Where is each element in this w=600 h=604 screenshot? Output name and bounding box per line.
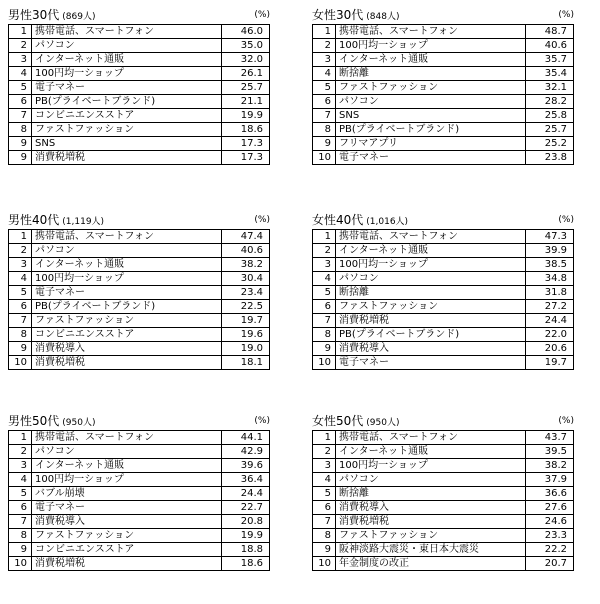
rank-cell: 5 (9, 81, 32, 95)
panel-header (8, 211, 270, 229)
percent-cell: 20.6 (526, 342, 574, 356)
rank-cell: 2 (313, 244, 336, 258)
table-row (313, 137, 574, 151)
panel-female-30s (312, 6, 574, 165)
item-cell: ファストファッション (336, 300, 526, 314)
table-row (9, 328, 270, 342)
rank-cell: 9 (313, 543, 336, 557)
item-cell: ファストファッション (32, 123, 222, 137)
item-cell: インターネット通販 (32, 258, 222, 272)
percent-cell: 24.6 (526, 515, 574, 529)
percent-cell: 26.1 (222, 67, 270, 81)
item-cell: PB(プライベートブランド) (32, 300, 222, 314)
item-cell: 100円均一ショップ (336, 39, 526, 53)
rank-cell: 1 (9, 431, 32, 445)
table-row (9, 258, 270, 272)
item-cell: 断捨離 (336, 67, 526, 81)
table-row (313, 314, 574, 328)
rank-cell: 7 (313, 109, 336, 123)
table-row (313, 67, 574, 81)
table-row (313, 557, 574, 571)
panel-title-text: 女性50代 (312, 414, 364, 428)
rank-cell: 8 (9, 328, 32, 342)
percent-cell: 30.4 (222, 272, 270, 286)
rank-cell: 5 (313, 81, 336, 95)
percent-cell: 19.9 (222, 529, 270, 543)
item-cell: 携帯電話、スマートフォン (32, 25, 222, 39)
panel-female-40s (312, 211, 574, 370)
item-cell: PB(プライベートブランド) (336, 328, 526, 342)
rank-cell: 8 (313, 529, 336, 543)
percent-cell: 34.8 (526, 272, 574, 286)
rank-cell: 8 (9, 529, 32, 543)
percent-cell: 39.9 (526, 244, 574, 258)
item-cell: SNS (32, 137, 222, 151)
panel-respondent-count: (848人) (366, 12, 400, 22)
item-cell: ファストファッション (336, 81, 526, 95)
item-cell: 断捨離 (336, 286, 526, 300)
item-cell: PB(プライベートブランド) (32, 95, 222, 109)
table-row (9, 151, 270, 165)
rank-cell: 3 (9, 53, 32, 67)
panel-title-text: 女性30代 (312, 8, 364, 22)
panel-unit: (%) (254, 416, 270, 426)
rank-cell: 7 (9, 515, 32, 529)
table-row (9, 501, 270, 515)
item-cell: 消費税導入 (32, 342, 222, 356)
table-row (313, 286, 574, 300)
ranking-table (8, 430, 270, 571)
table-row (313, 25, 574, 39)
panel-title (312, 213, 408, 229)
item-cell: コンビニエンスストア (32, 328, 222, 342)
percent-cell: 19.0 (222, 342, 270, 356)
percent-cell: 18.6 (222, 123, 270, 137)
rank-cell: 6 (313, 501, 336, 515)
item-cell: 消費税増税 (336, 515, 526, 529)
table-row (9, 95, 270, 109)
item-cell: ファストファッション (336, 529, 526, 543)
percent-cell: 48.7 (526, 25, 574, 39)
rank-cell: 3 (9, 258, 32, 272)
rank-cell: 9 (9, 342, 32, 356)
panel-title-text: 男性50代 (8, 414, 60, 428)
table-row (313, 123, 574, 137)
panel-male-50s (8, 412, 270, 571)
table-row (9, 487, 270, 501)
table-row (313, 501, 574, 515)
table-row (313, 487, 574, 501)
panel-male-30s (8, 6, 270, 165)
table-row (9, 286, 270, 300)
table-row (9, 109, 270, 123)
percent-cell: 39.5 (526, 445, 574, 459)
table-row (313, 342, 574, 356)
percent-cell: 40.6 (526, 39, 574, 53)
panel-respondent-count: (1,119人) (62, 217, 105, 227)
item-cell: 消費税導入 (336, 342, 526, 356)
panel-header (312, 412, 574, 430)
percent-cell: 36.6 (526, 487, 574, 501)
percent-cell: 37.9 (526, 473, 574, 487)
rank-cell: 10 (313, 557, 336, 571)
rank-cell: 8 (313, 328, 336, 342)
table-row (313, 39, 574, 53)
panel-unit: (%) (558, 215, 574, 225)
item-cell: パソコン (32, 39, 222, 53)
rank-cell: 2 (313, 39, 336, 53)
rank-cell: 4 (313, 272, 336, 286)
rank-cell: 6 (9, 501, 32, 515)
percent-cell: 40.6 (222, 244, 270, 258)
rank-cell: 9 (313, 342, 336, 356)
percent-cell: 23.8 (526, 151, 574, 165)
rank-cell: 7 (313, 515, 336, 529)
table-row (313, 244, 574, 258)
rank-cell: 4 (9, 67, 32, 81)
item-cell: ファストファッション (32, 529, 222, 543)
item-cell: 電子マネー (32, 501, 222, 515)
panel-unit: (%) (558, 10, 574, 20)
percent-cell: 25.7 (222, 81, 270, 95)
table-row (313, 300, 574, 314)
rank-cell: 10 (9, 557, 32, 571)
table-row (9, 123, 270, 137)
percent-cell: 23.3 (526, 529, 574, 543)
panel-title (312, 414, 399, 430)
table-row (313, 151, 574, 165)
item-cell: インターネット通販 (336, 445, 526, 459)
table-row (313, 515, 574, 529)
item-cell: ファストファッション (32, 314, 222, 328)
rank-cell: 5 (9, 487, 32, 501)
table-row (9, 230, 270, 244)
table-row (313, 230, 574, 244)
panel-unit: (%) (558, 416, 574, 426)
rank-cell: 6 (9, 300, 32, 314)
ranking-table (8, 229, 270, 370)
item-cell: インターネット通販 (32, 459, 222, 473)
percent-cell: 25.2 (526, 137, 574, 151)
percent-cell: 28.2 (526, 95, 574, 109)
percent-cell: 39.6 (222, 459, 270, 473)
rank-cell: 2 (9, 39, 32, 53)
item-cell: 消費税増税 (32, 356, 222, 370)
item-cell: 100円均一ショップ (32, 272, 222, 286)
item-cell: バブル崩壊 (32, 487, 222, 501)
table-row (313, 81, 574, 95)
rank-cell: 6 (313, 300, 336, 314)
rank-cell: 6 (313, 95, 336, 109)
percent-cell: 21.1 (222, 95, 270, 109)
item-cell: 携帯電話、スマートフォン (336, 431, 526, 445)
percent-cell: 35.7 (526, 53, 574, 67)
rank-cell: 5 (313, 286, 336, 300)
rank-cell: 9 (9, 543, 32, 557)
rank-cell: 8 (9, 123, 32, 137)
rank-cell: 9 (9, 137, 32, 151)
panel-title (8, 213, 104, 229)
item-cell: コンビニエンスストア (32, 543, 222, 557)
item-cell: 消費税増税 (32, 151, 222, 165)
rank-cell: 6 (9, 95, 32, 109)
panel-respondent-count: (950人) (366, 418, 400, 428)
panel-respondent-count: (1,016人) (366, 217, 409, 227)
percent-cell: 44.1 (222, 431, 270, 445)
percent-cell: 22.0 (526, 328, 574, 342)
panel-header (8, 6, 270, 24)
percent-cell: 19.6 (222, 328, 270, 342)
panel-title (8, 414, 95, 430)
item-cell: 携帯電話、スマートフォン (336, 25, 526, 39)
table-row (9, 39, 270, 53)
rank-cell: 1 (9, 25, 32, 39)
table-row (313, 473, 574, 487)
table-row (9, 314, 270, 328)
table-row (313, 53, 574, 67)
panel-respondent-count: (869人) (62, 12, 96, 22)
rank-cell: 9 (313, 137, 336, 151)
rank-cell: 2 (313, 445, 336, 459)
item-cell: パソコン (32, 244, 222, 258)
table-row (9, 137, 270, 151)
item-cell: 携帯電話、スマートフォン (32, 431, 222, 445)
rank-cell: 2 (9, 445, 32, 459)
percent-cell: 22.7 (222, 501, 270, 515)
panel-unit: (%) (254, 10, 270, 20)
item-cell: コンビニエンスストア (32, 109, 222, 123)
panel-unit: (%) (254, 215, 270, 225)
item-cell: 消費税導入 (336, 501, 526, 515)
item-cell: 年金制度の改正 (336, 557, 526, 571)
rank-cell: 9 (9, 151, 32, 165)
percent-cell: 38.2 (526, 459, 574, 473)
table-row (313, 529, 574, 543)
percent-cell: 25.7 (526, 123, 574, 137)
rank-cell: 3 (9, 459, 32, 473)
table-row (313, 328, 574, 342)
percent-cell: 36.4 (222, 473, 270, 487)
table-row (9, 356, 270, 370)
item-cell: PB(プライベートブランド) (336, 123, 526, 137)
item-cell: 消費税増税 (32, 557, 222, 571)
percent-cell: 32.0 (222, 53, 270, 67)
percent-cell: 17.3 (222, 137, 270, 151)
rank-cell: 5 (313, 487, 336, 501)
item-cell: インターネット通販 (336, 53, 526, 67)
percent-cell: 27.6 (526, 501, 574, 515)
table-row (9, 53, 270, 67)
percent-cell: 31.8 (526, 286, 574, 300)
item-cell: 携帯電話、スマートフォン (336, 230, 526, 244)
percent-cell: 19.7 (526, 356, 574, 370)
percent-cell: 24.4 (526, 314, 574, 328)
percent-cell: 17.3 (222, 151, 270, 165)
item-cell: パソコン (336, 272, 526, 286)
percent-cell: 19.9 (222, 109, 270, 123)
panel-respondent-count: (950人) (62, 418, 96, 428)
percent-cell: 32.1 (526, 81, 574, 95)
table-row (313, 445, 574, 459)
item-cell: SNS (336, 109, 526, 123)
rank-cell: 7 (9, 314, 32, 328)
item-cell: 消費税増税 (336, 314, 526, 328)
table-row (9, 342, 270, 356)
percent-cell: 47.3 (526, 230, 574, 244)
rank-cell: 10 (313, 151, 336, 165)
rank-cell: 1 (313, 431, 336, 445)
item-cell: 携帯電話、スマートフォン (32, 230, 222, 244)
table-row (9, 459, 270, 473)
table-row (313, 258, 574, 272)
percent-cell: 38.2 (222, 258, 270, 272)
panel-header (8, 412, 270, 430)
percent-cell: 20.8 (222, 515, 270, 529)
percent-cell: 38.5 (526, 258, 574, 272)
percent-cell: 24.4 (222, 487, 270, 501)
rank-cell: 10 (9, 356, 32, 370)
rank-cell: 7 (9, 109, 32, 123)
item-cell: 電子マネー (32, 286, 222, 300)
panel-title (312, 8, 399, 24)
panel-header (312, 211, 574, 229)
percent-cell: 25.8 (526, 109, 574, 123)
table-row (9, 529, 270, 543)
item-cell: 電子マネー (32, 81, 222, 95)
item-cell: 100円均一ショップ (32, 67, 222, 81)
item-cell: 100円均一ショップ (336, 258, 526, 272)
percent-cell: 27.2 (526, 300, 574, 314)
ranking-table (312, 430, 574, 571)
panel-title-text: 女性40代 (312, 213, 364, 227)
table-row (9, 515, 270, 529)
table-row (9, 445, 270, 459)
item-cell: 電子マネー (336, 356, 526, 370)
rank-cell: 3 (313, 53, 336, 67)
percent-cell: 19.7 (222, 314, 270, 328)
table-row (313, 109, 574, 123)
rank-cell: 4 (313, 67, 336, 81)
item-cell: 阪神淡路大震災・東日本大震災 (336, 543, 526, 557)
percent-cell: 35.4 (526, 67, 574, 81)
percent-cell: 18.8 (222, 543, 270, 557)
table-row (9, 67, 270, 81)
table-row (9, 25, 270, 39)
rank-cell: 5 (9, 286, 32, 300)
table-row (9, 473, 270, 487)
rank-cell: 3 (313, 459, 336, 473)
percent-cell: 22.5 (222, 300, 270, 314)
item-cell: パソコン (32, 445, 222, 459)
item-cell: 電子マネー (336, 151, 526, 165)
table-row (9, 81, 270, 95)
item-cell: インターネット通販 (32, 53, 222, 67)
rank-cell: 1 (313, 25, 336, 39)
rank-cell: 8 (313, 123, 336, 137)
table-row (9, 431, 270, 445)
percent-cell: 18.1 (222, 356, 270, 370)
panel-title (8, 8, 95, 24)
rank-cell: 1 (313, 230, 336, 244)
item-cell: 100円均一ショップ (32, 473, 222, 487)
rank-cell: 7 (313, 314, 336, 328)
ranking-table (312, 24, 574, 165)
ranking-table (312, 229, 574, 370)
table-row (9, 300, 270, 314)
rank-cell: 10 (313, 356, 336, 370)
panel-title-text: 男性30代 (8, 8, 60, 22)
table-row (313, 543, 574, 557)
ranking-table (8, 24, 270, 165)
panel-female-50s (312, 412, 574, 571)
table-row (9, 244, 270, 258)
rank-cell: 3 (313, 258, 336, 272)
panel-male-40s (8, 211, 270, 370)
table-row (313, 95, 574, 109)
panel-title-text: 男性40代 (8, 213, 60, 227)
table-row (313, 356, 574, 370)
rank-cell: 4 (9, 272, 32, 286)
item-cell: 断捨離 (336, 487, 526, 501)
rank-cell: 2 (9, 244, 32, 258)
percent-cell: 46.0 (222, 25, 270, 39)
item-cell: パソコン (336, 473, 526, 487)
item-cell: パソコン (336, 95, 526, 109)
table-row (313, 459, 574, 473)
percent-cell: 18.6 (222, 557, 270, 571)
item-cell: インターネット通販 (336, 244, 526, 258)
table-row (313, 431, 574, 445)
percent-cell: 23.4 (222, 286, 270, 300)
percent-cell: 47.4 (222, 230, 270, 244)
rank-cell: 4 (313, 473, 336, 487)
rank-cell: 4 (9, 473, 32, 487)
table-row (9, 557, 270, 571)
rank-cell: 1 (9, 230, 32, 244)
percent-cell: 22.2 (526, 543, 574, 557)
percent-cell: 42.9 (222, 445, 270, 459)
panel-header (312, 6, 574, 24)
table-row (313, 272, 574, 286)
table-row (9, 272, 270, 286)
percent-cell: 20.7 (526, 557, 574, 571)
percent-cell: 35.0 (222, 39, 270, 53)
item-cell: 100円均一ショップ (336, 459, 526, 473)
item-cell: 消費税導入 (32, 515, 222, 529)
item-cell: フリマアプリ (336, 137, 526, 151)
table-row (9, 543, 270, 557)
percent-cell: 43.7 (526, 431, 574, 445)
